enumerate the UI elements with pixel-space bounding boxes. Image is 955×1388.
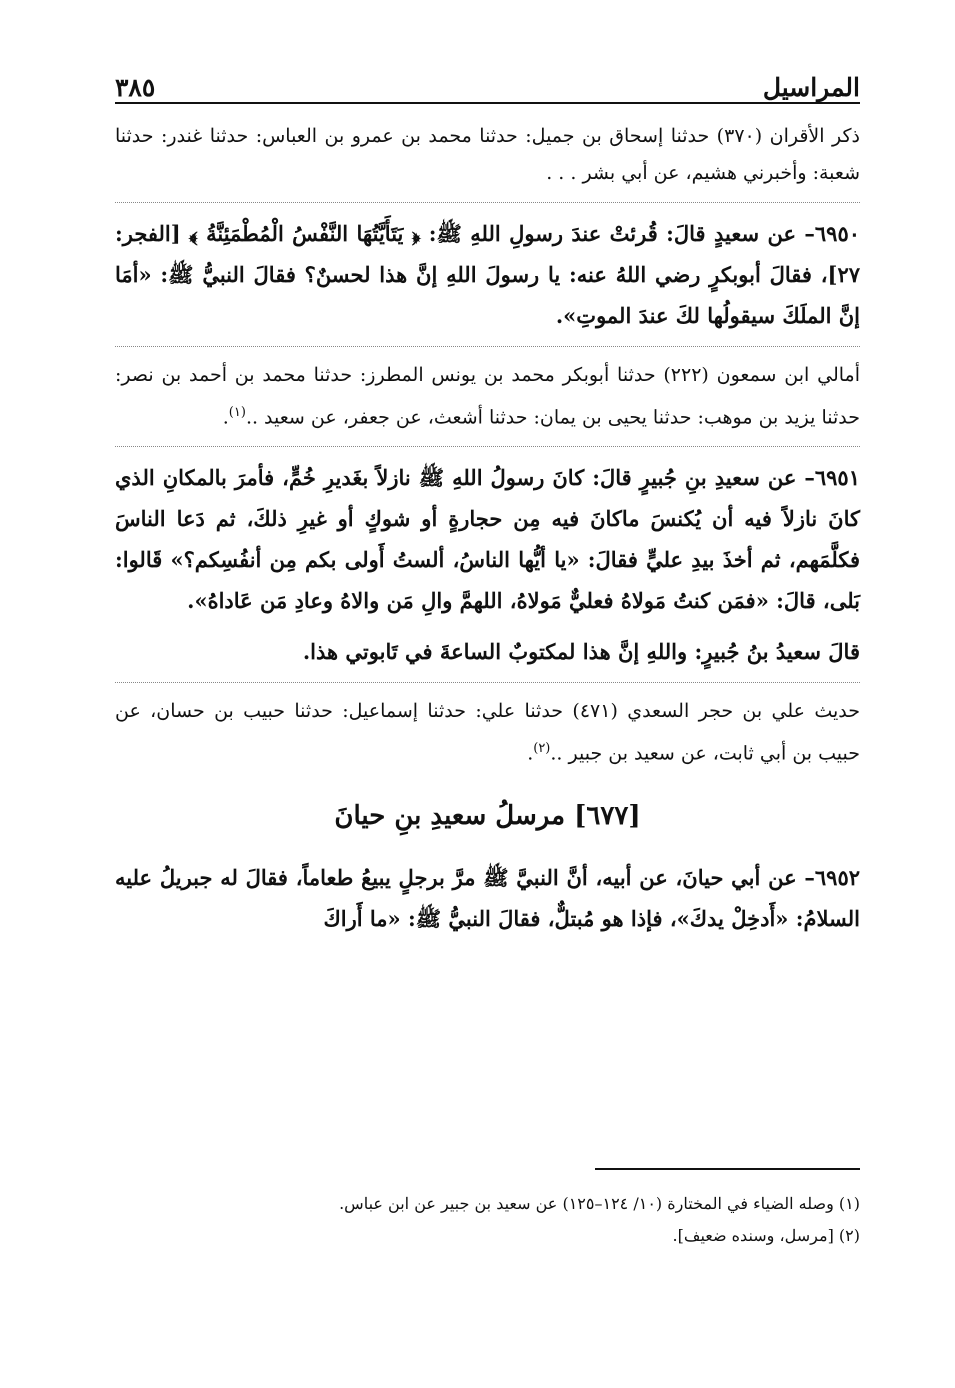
footnotes	[115, 1188, 860, 1252]
page-body	[115, 118, 860, 939]
source-text: حديث علي بن حجر السعدي (٤٧١) حدثنا علي: حدثنا إسماعيل: حدثنا حبيب بن حسان، عن حبيب بن أبي ثابت، عن سعيد بن جبير ..	[115, 700, 861, 765]
hadith-6951	[115, 457, 860, 621]
narrator-comment	[115, 631, 860, 672]
separator	[115, 446, 860, 447]
hadith-text: عن سعيدٍ قالَ: قُرئتْ عندَ رسولِ اللهِ ﷺ: ﴿ يَتَأَيَّتُهَا النَّفْسُ الْمُطْمَئِنَّةُ ﴾ [الفجر: ٢٧]، فقالَ أبوبكرٍ رضي اللهُ عنه: يا رسولَ اللهِ إنَّ هذا لحسنٌ؟ فقالَ النبيُّ ﷺ: «أمَا إنَّ الملَكَ سيقولُها لكَ عندَ الموتِ».	[115, 221, 860, 328]
source-text: ذكر الأقران (٣٧٠) حدثنا إسحاق بن جميل: حدثنا محمد بن عمرو بن العباس: حدثنا غندر: حدثنا شعبة: وأخبرني هشيم، عن أبي بشر . . .	[115, 125, 860, 184]
separator	[115, 682, 860, 683]
hadith-6952	[115, 857, 860, 939]
running-title: المراسيل	[762, 73, 860, 102]
footnote-ref[interactable]: (١)	[228, 405, 246, 420]
footnote-text: [مرسل، وسنده ضعيف].	[672, 1226, 834, 1245]
hadith-text: عن سعيدِ بنِ جُبيرٍ قالَ: كانَ رسولُ اللهِ ﷺ نازلاً بغَديرِ خُمٍّ، فأمرَ بالمكانِ الذي كانَ نازلاً فيه أن يُكنسَ ماكانَ فيه مِن حجارةٍ أو شوكٍ أو غيرِ ذلكَ، ثم دَعا الناسَ فكلَّمَهم، ثم أخذَ بيدِ عليٍّ فقالَ: «يا أيُّها الناسُ، ألستُ أَولى بكم مِن أنفُسِكم؟» قَالوا: بَلى، قالَ: «فمَن كنتُ مَولاهُ فعليٌّ مَولاهُ، اللهمَّ والِ مَن والاهُ وعادِ مَن عَاداهُ».	[115, 465, 860, 614]
source-citation	[115, 357, 860, 436]
hadith-number: ٦٩٥٠–	[804, 221, 861, 246]
footnote-2	[115, 1220, 860, 1252]
footnote-marker: (٢)	[838, 1226, 860, 1245]
chapter-heading: [٦٧٧] مرسلُ سعيدِ بنِ حيانَ	[334, 800, 641, 831]
separator	[115, 202, 860, 203]
separator	[115, 346, 860, 347]
footnote-rule	[595, 1168, 860, 1170]
footnote-1	[115, 1188, 860, 1220]
source-citation	[115, 693, 860, 772]
hadith-number: ٦٩٥١–	[804, 465, 860, 491]
hadith-number: ٦٩٥٢–	[804, 864, 861, 890]
footnote-ref[interactable]: (٢)	[533, 741, 551, 757]
source-end: .	[527, 742, 534, 765]
hadith-6950	[115, 213, 860, 336]
footnote-text: وصله الضياء في المختارة (١٠/ ١٢٤–١٢٥) عن سعيد بن جبير عن ابن عباس.	[339, 1194, 834, 1213]
page-header	[115, 58, 860, 104]
hadith-text: عن أبي حيانَ، عن أبيه، أنَّ النبيَّ ﷺ مرَّ برجلٍ يبيعُ طعاماً، فقالَ له جبريلُ عليه السلامُ: «أَدخِلْ يدكَ»، فإذا هو مُبتلٌّ، فقالَ النبيُّ ﷺ: «ما أَراكَ	[115, 864, 860, 931]
footnote-marker: (١)	[838, 1194, 860, 1213]
source-text: أمالي ابن سمعون (٢٢٢) حدثنا أبوبكر محمد بن يونس المطرز: حدثنا محمد بن أحمد بن نصر: حدثنا يزيد بن موهب: حدثنا يحيى بن يمان: حدثنا أشعث، عن جعفر، عن سعيد ..	[115, 364, 860, 429]
comment-text: قالَ سعيدُ بنُ جُبيرٍ: واللهِ إنَّ هذا لمكتوبٌ الساعةَ في تَابوتي هذا.	[302, 639, 860, 665]
source-citation	[115, 118, 860, 192]
page-number: ٣٨٥	[115, 73, 156, 102]
source-end: .	[222, 406, 229, 429]
